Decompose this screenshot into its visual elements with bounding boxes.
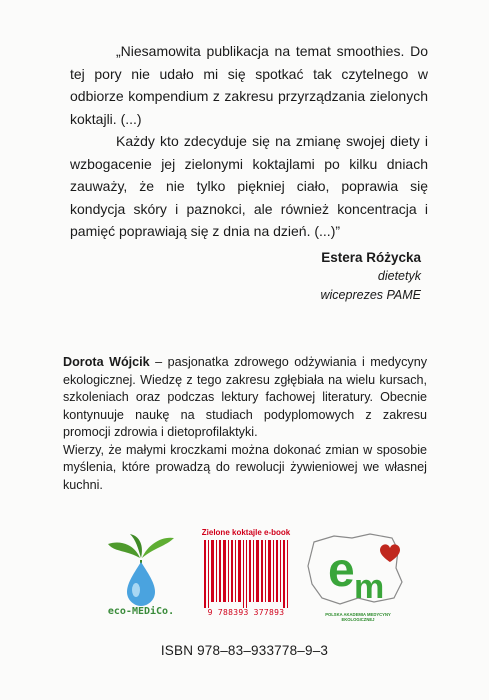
- barcode-digits: 9 788393 377893: [207, 608, 285, 617]
- signature-role-1: dietetyk: [377, 269, 421, 283]
- signature-role-2: wiceprezes PAME: [320, 288, 421, 302]
- eco-medico-label: eco-MEDiCo.: [107, 606, 175, 617]
- publisher-logos: [0, 520, 489, 630]
- barcode-icon: [202, 540, 290, 608]
- svg-text:m: m: [354, 568, 385, 606]
- quote-signature: [321, 248, 422, 305]
- quote-paragraph-2: Każdy kto zdecyduje się na zmianę swojej diety i wzbogacenie jej zielonymi koktajlami po kilku dniach zauważy, że nie tylko piękniej ciało, poprawia się kondycja skóry i paznokci, ale również koncentracja i pamięć poprawiają się z dnia na dzień. (...)”: [70, 133, 428, 239]
- svg-text:e: e: [328, 544, 355, 597]
- signature-name: Estera Różycka: [321, 250, 421, 265]
- author-bio: [63, 354, 427, 494]
- pame-logo: [300, 528, 410, 628]
- sprout-water-drop-icon: [96, 528, 186, 608]
- author-bio-text-2: Wierzy, że małymi kroczkami można dokonać zmian w sposobie myślenia, które prowadzą do rewolucji żywieniowej we własnej kuchni.: [63, 442, 427, 492]
- isbn-number: ISBN 978–83–933778–9–3: [160, 643, 329, 658]
- quote-paragraph-1: „Niesamowita publikacja na temat smoothies. Do tej pory nie udało mi się spotkać tak czytelnego w odbiorze kompendium z zakresu przyrządzania zielonych koktajli. (...): [70, 43, 428, 127]
- testimonial-quote: [70, 40, 428, 243]
- pame-caption: POLSKA AKADEMIA MEDYCYNY EKOLOGICZNEJ: [325, 612, 391, 622]
- poland-map-em-logo-icon: [300, 528, 410, 612]
- barcode-block: [196, 528, 296, 628]
- author-name: Dorota Wójcik: [63, 355, 150, 369]
- eco-medico-logo: [96, 528, 186, 628]
- author-bio-text-1: – pasjonatka zdrowego odżywiania i medycyny ekologicznej. Wiedzę z tego zakresu zgłębiała na wielu kursach, szkoleniach oraz podczas lektury fachowej literatury. Obecnie kontynuuje naukę na studiach podyplomowych z zakresu promocji zdrowia i dietoprofilaktyki.: [63, 355, 427, 439]
- barcode-title: Zielone koktajle e-book: [201, 528, 291, 537]
